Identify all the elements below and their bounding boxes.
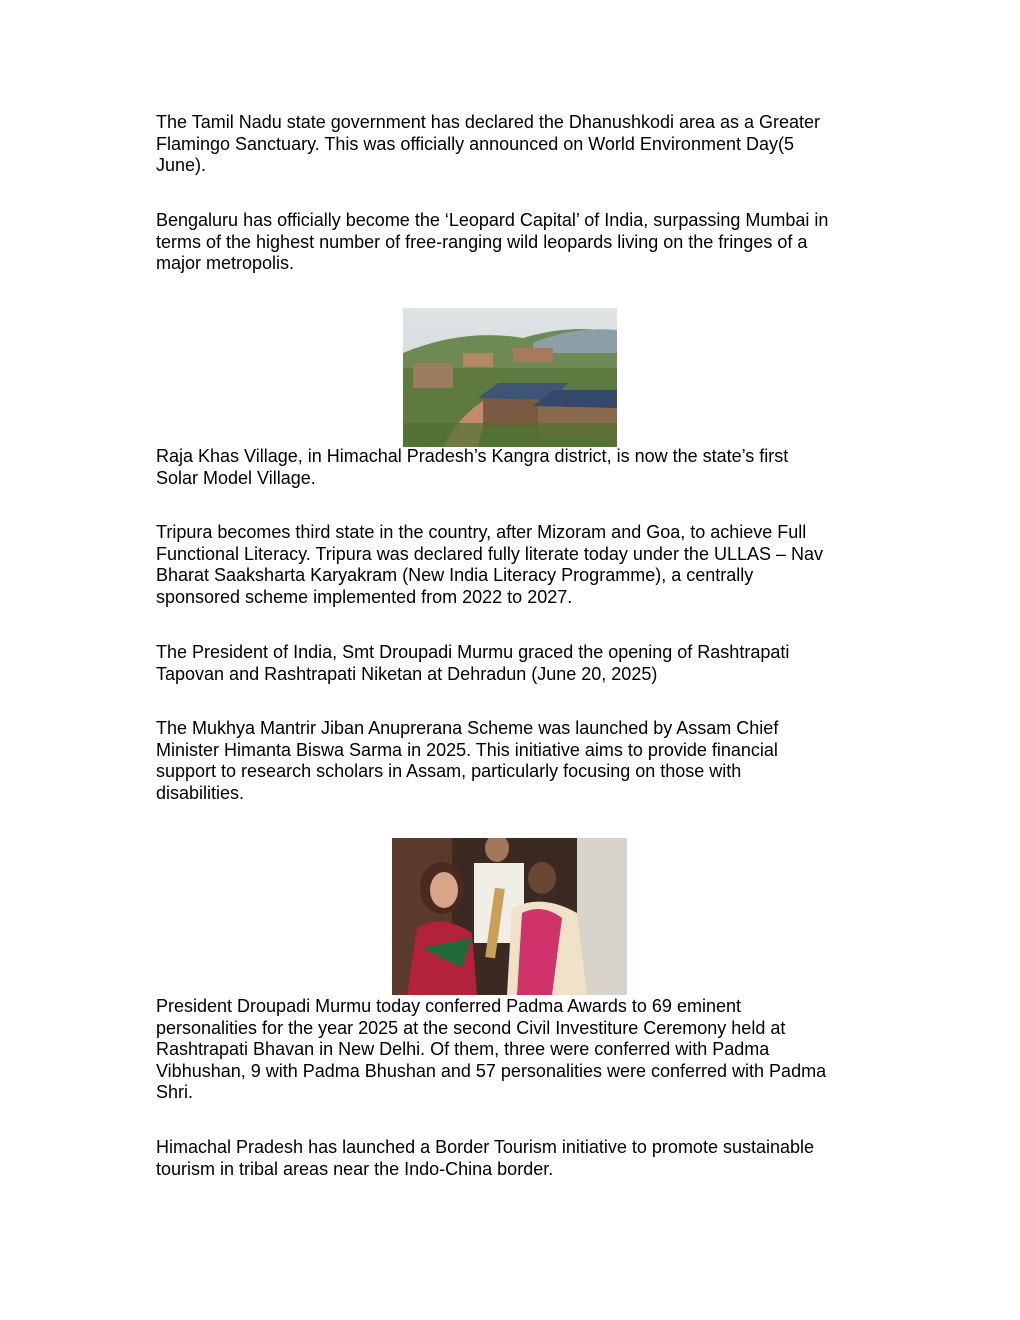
- paragraph-rashtrapati-tapovan: [156, 642, 789, 685]
- paragraph-leopard-capital: [156, 210, 828, 275]
- paragraph-tripura-literacy: [156, 522, 823, 608]
- text-line: June).: [156, 155, 207, 175]
- text-line: sponsored scheme implemented from 2022 to 2027.: [156, 586, 573, 607]
- text-line: Solar Model Village.: [156, 467, 316, 488]
- padma-awards-photo: [392, 838, 627, 995]
- text-line: major metropolis.: [156, 253, 295, 273]
- text-line: Raja Khas Village, in Himachal Pradesh’s Kangra district, is now the state’s first: [156, 446, 789, 466]
- text-line: Bengaluru has officially become the ‘Leopard Capital’ of India, surpassing Mumbai in: [156, 210, 829, 230]
- paragraph-flamingo-sanctuary: [156, 112, 820, 177]
- text-line: Flamingo Sanctuary. This was officially announced on World Environment Day(5: [156, 133, 794, 154]
- text-line: Tripura becomes third state in the country, after Mizoram and Goa, to achieve Full: [156, 522, 807, 542]
- solar-village-image: [403, 308, 617, 447]
- text-line: Functional Literacy. Tripura was declared fully literate today under the ULLAS – Nav: [156, 543, 824, 564]
- paragraph-border-tourism: [156, 1137, 814, 1180]
- text-line: tourism in tribal areas near the Indo-China border.: [156, 1158, 554, 1179]
- paragraph-assam-scheme: [156, 718, 778, 804]
- text-line: terms of the highest number of free-ranging wild leopards living on the fringes of a: [156, 231, 808, 252]
- text-line: personalities for the year 2025 at the second Civil Investiture Ceremony held at: [156, 1017, 786, 1038]
- text-line: Shri.: [156, 1082, 194, 1102]
- paragraph-padma-awards: [156, 996, 826, 1104]
- text-line: Minister Himanta Biswa Sarma in 2025. This initiative aims to provide financial: [156, 739, 778, 760]
- text-line: Tapovan and Rashtrapati Niketan at Dehradun (June 20, 2025): [156, 663, 658, 684]
- text-line: The Tamil Nadu state government has declared the Dhanushkodi area as a Greater: [156, 112, 821, 132]
- text-line: Bharat Saaksharta Karyakram (New India Literacy Programme), a centrally: [156, 565, 754, 585]
- text-line: Rashtrapati Bhavan in New Delhi. Of them, three were conferred with Padma: [156, 1039, 770, 1059]
- text-line: President Droupadi Murmu today conferred Padma Awards to 69 eminent: [156, 996, 741, 1016]
- text-line: support to research scholars in Assam, particularly focusing on those with: [156, 761, 742, 781]
- text-line: The Mukhya Mantrir Jiban Anuprerana Scheme was launched by Assam Chief: [156, 718, 779, 738]
- text-line: Himachal Pradesh has launched a Border Tourism initiative to promote sustainable: [156, 1137, 815, 1157]
- text-line: disabilities.: [156, 782, 245, 803]
- text-line: The President of India, Smt Droupadi Murmu graced the opening of Rashtrapati: [156, 642, 790, 662]
- text-line: Vibhushan, 9 with Padma Bhushan and 57 personalities were conferred with Padma: [156, 1060, 827, 1081]
- paragraph-solar-model-village: [156, 446, 788, 489]
